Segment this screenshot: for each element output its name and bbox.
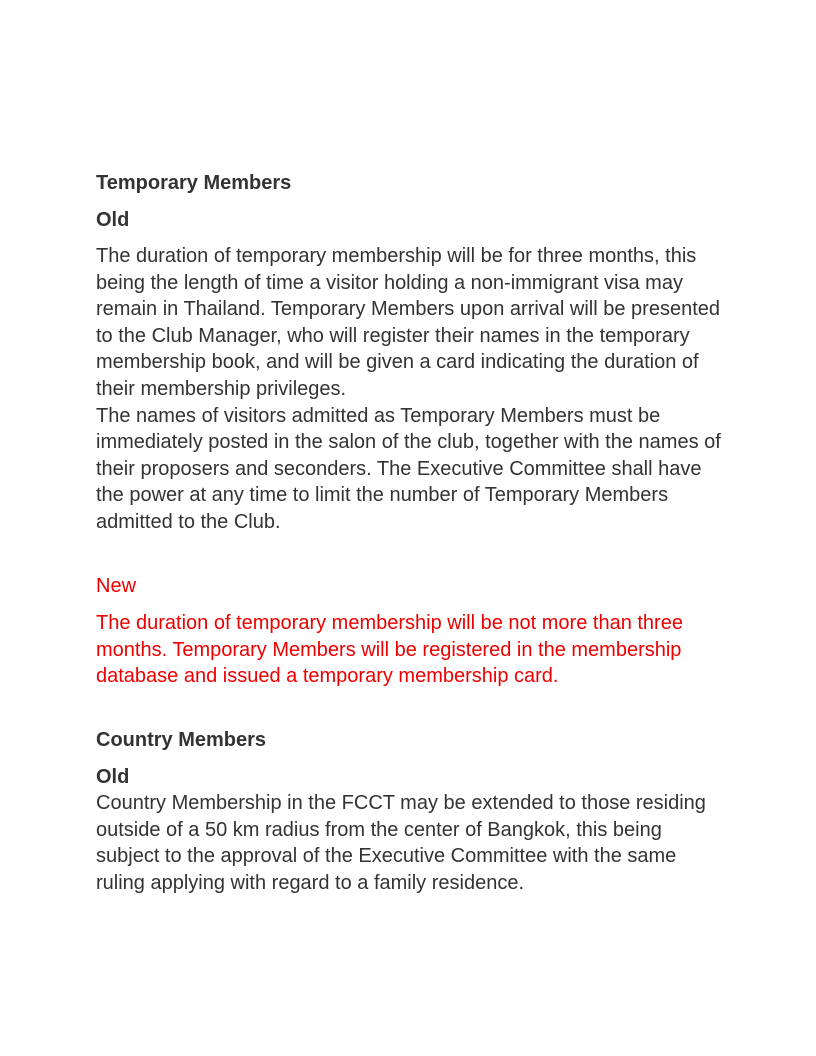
temporary-new-label: New (96, 575, 137, 597)
temporary-new-text-block (96, 610, 724, 690)
temporary-old-paragraph-1: The duration of temporary membership will be for three months, this being the length of time a visitor holding a non-immigrant visa may remain in Thailand. Temporary Members upon arrival will be presented to the Club Manager, who will register their names in the temporary membership book, and will be given a card indicating the duration of their membership privileges. (96, 245, 721, 400)
country-old-block (96, 764, 736, 790)
temporary-old-text-block (96, 243, 724, 536)
country-old-text-block (96, 790, 724, 896)
country-old-label: Old (96, 766, 130, 788)
country-members-heading: Country Members (96, 729, 267, 751)
country-members-section (96, 727, 736, 753)
country-old-text: Country Membership in the FCCT may be extended to those residing outside of a 50 km radius from the center of Bangkok, this being subject to the approval of the Executive Committee with the same ruling applying with regard to a family residence. (96, 792, 706, 894)
temporary-old-label: Old (96, 209, 130, 231)
temporary-members-heading: Temporary Members (96, 172, 292, 194)
temporary-members-section (96, 170, 736, 196)
temporary-old-paragraph-2: The names of visitors admitted as Temporary Members must be immediately posted in the salon of the club, together with the names of their proposers and seconders. The Executive Committee shall have the power at any time to limit the number of Temporary Members admitted to the Club. (96, 404, 721, 533)
temporary-old-block (96, 207, 736, 233)
temporary-new-text: The duration of temporary membership will be not more than three months. Temporary Members will be registered in the membership database and issued a temporary membership card. (96, 612, 683, 688)
temporary-new-block (96, 573, 736, 599)
